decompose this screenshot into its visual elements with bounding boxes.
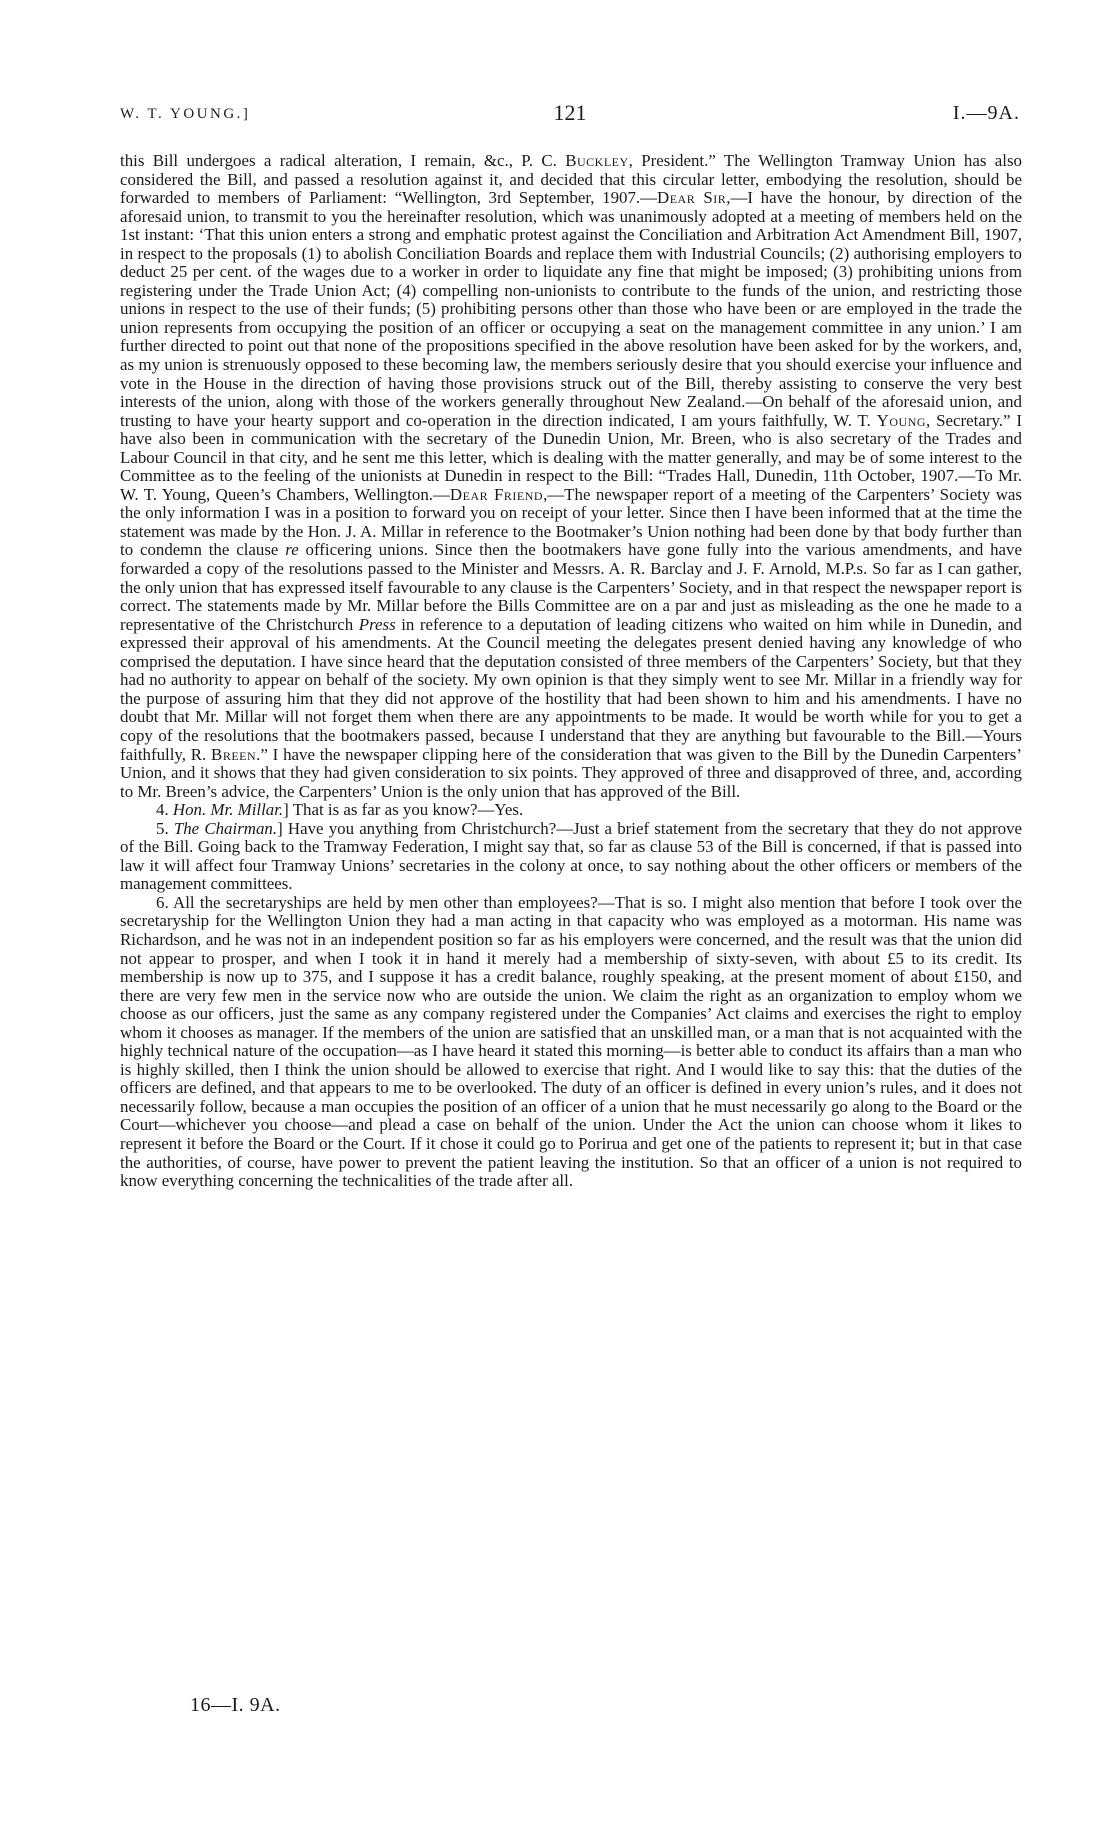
- small-caps-text: Buckley: [565, 151, 629, 170]
- text-run: ,—I have the honour, by direction of the aforesaid union, to transmit to you the hereinafter resolution, which was unanimously adopted at a meeting of members held on the 1st instant: ‘That this union enters a strong and emphatic protest against the Conciliation and Arbitration Act Amendment Bill, 1907, in respect to the proposals (1) to abolish Conciliation Boards and replace them with Industrial Councils; (2) authorising employers to deduct 25 per cent. of the wages due to a worker in order to liquidate any fine that might be imposed; (3) prohibiting unions from registering under the Trade Union Act; (4) compelling non-unionists to contribute to the funds of the union, and restricting those unions in respect to the use of their funds; (5) prohibiting persons other than those who have been or are employed in the trade the union represents from occupying the position of an officer or occupying a seat on the management committee in any union.’ I am further directed to point out that none of the propositions specified in the above resolution have been asked for by the workers, and, as my union is strenuously opposed to these becoming law, the members seriously desire that you should exercise your influence and vote in the House in the direction of having those provisions struck out of the Bill, thereby assisting to conserve the very best interests of the union, along with those of the workers generally throughout New Zealand.—On behalf of the aforesaid union, and trusting to have your hearty support and co-operation in the direction indicated, I am yours faithfully, W. T.: [120, 188, 1022, 430]
- paragraph-p2: [120, 820, 1022, 894]
- text-run: , Secretary.” I have also been in communication with the secretary of the Dunedin Union, Mr. Breen, who is also secretary of the Trades and Labour Council in that city, and he sent me this letter, which is dealing with the matter generally, and may be of some interest to the Committee as to the feeling of the unionists at Dunedin in respect to the Bill: “Trades Hall, Dunedin, 11th October, 1907.—To Mr. W. T. Young, Queen’s Chambers, Wellington.—: [120, 410, 1023, 504]
- text-run: in reference to a deputation of leading citizens who waited on him while in Dunedin, and expressed their approval of his amendments. At the Council meeting the delegates present denied having any knowledge of who comprised the deputation. I have since heard that the deputation consisted of three members of the Carpenters’ Society, but that they had no authority to appear on behalf of the society. My own opinion is that they simply went to see Mr. Millar in a friendly way for the purpose of assuring him that they did not approve of the hostility that had been shown to him and his amendments. I have no doubt that Mr. Millar will not forget them when there are any appointments to be made. It would be worth while for you to get a copy of the resolutions that the bootmakers passed, because I understand that they are anything but favourable to the Bill.—Yours faithfully, R.: [120, 614, 1022, 764]
- paragraph-p1: [120, 801, 1022, 820]
- page-number: 121: [553, 100, 587, 125]
- header-witness-name: W. T. YOUNG.]: [120, 106, 251, 122]
- italic-text: The Chairman.: [173, 818, 278, 838]
- small-caps-text: Young: [876, 410, 927, 430]
- signature-mark: 16—I. 9A.: [190, 1694, 281, 1716]
- small-caps-text: Breen: [211, 744, 257, 764]
- text-run: ,—The newspaper report of a meeting of the Carpenters’ Society was the only information I was in a position to forward you on receipt of your letter. Since then I have been informed that at the time the statement was made by the Hon. J. A. Millar in reference to the Bootmaker’s Union nothing had been done by that body further than to condemn the clause: [120, 484, 1022, 560]
- text-run: .” I have the newspaper clipping here of the consideration that was given to the Bill by the Dunedin Carpenters’ Union, and it shows that they had given consideration to six points. They approved of three and disapproved of three, and, according to Mr. Breen’s advice, the Carpenters’ Union is the only union that has approved of the Bill.: [120, 744, 1022, 801]
- text-run: ] Have you anything from Christchurch?—Just a brief statement from the secretary that they do not approve of the Bill. Going back to the Tramway Federation, I might say that, so far as clause 53 of the Bill is concerned, if that is passed into law it will affect four Tramway Unions’ secretaries in the colony at once, to say nothing about the other officers or members of the management committees.: [120, 818, 1023, 894]
- text-run: 5.: [156, 818, 174, 838]
- italic-text: Hon. Mr. Millar.: [172, 800, 284, 820]
- text-run: 4.: [156, 800, 173, 820]
- italic-text: re: [285, 540, 299, 560]
- text-run: , President.” The Wellington Tramway Union has also considered the Bill, and passed a resolution against it, and decided that this circular letter, embodying the resolution, should be forwarded to members of Parliament: “Wellington, 3rd September, 1907.—: [120, 151, 1022, 208]
- text-run: this Bill undergoes a radical alteration, I remain, &c., P. C.: [120, 151, 566, 170]
- text-run: officering unions. Since then the bootmakers have gone fully into the various amendments, and have forwarded a copy of the resolutions passed to the Minister and Messrs. A. R. Barclay and J. F. Arnold, M.P.s. So far as I can gather, the only union that has expressed itself favourable to any clause is the Carpenters’ Society, and in that respect the newspaper report is correct. The statements made by Mr. Millar before the Bills Committee are on a par and just as misleading as the one he made to a representative of the Christchurch: [120, 540, 1022, 634]
- paragraph-p3: [120, 894, 1022, 1191]
- paper-reference: I.—9A.: [952, 102, 1020, 124]
- small-caps-text: Dear Sir: [657, 188, 727, 208]
- text-run: 6. All the secretaryships are held by men other than employees?—That is so. I might also mention that before I took over the secretaryship for the Wellington Union they had a man acting in that capacity who was employed as a motorman. His name was Richardson, and he was not in an independent position so far as his employers were concerned, and the result was that the union did not appear to prosper, and when I took it in hand it merely had a membership of sixty-seven, with about £5 to its credit. Its membership is now up to 375, and I suppose it has a credit balance, roughly speaking, at the present moment of about £150, and there are very few men in the service now who are outside the union. We claim the right as an organization to employ whom we choose as our officers, just the same as any company registered under the Companies’ Act claims and exercises the right to employ whom it chooses as manager. If the members of the union are satisfied that an unskilled man, or a man that is not acquainted with the highly technical nature of the occupation—as I have heard it stated this morning—is better able to conduct its affairs than a man who is highly skilled, then I think the union should be allowed to exercise that right. And I would like to say this: that the duties of the officers are defined, and that appears to me to be overlooked. The duty of an officer is defined in every union’s rules, and it does not necessarily follow, because a man occupies the position of an officer of a union that he must necessarily go along to the Board or the Court—whichever you choose—and plead a case on behalf of the union. Under the Act the union can choose whom it likes to represent it before the Board or the Court. If it chose it could go to Porirua and get one of the patients to represent it; but in that case the authorities, of course, have power to prevent the patient leaving the institution. So that an officer of a union is not required to know everything concerning the technicalities of the trade after all.: [120, 892, 1022, 1191]
- italic-text: Press: [358, 614, 396, 634]
- document-body: [120, 152, 1022, 1191]
- small-caps-text: Dear Friend: [449, 484, 544, 504]
- page-header: [120, 100, 1020, 130]
- paragraph-p0: [120, 152, 1022, 801]
- text-run: ] That is as far as you know?—Yes.: [283, 800, 524, 820]
